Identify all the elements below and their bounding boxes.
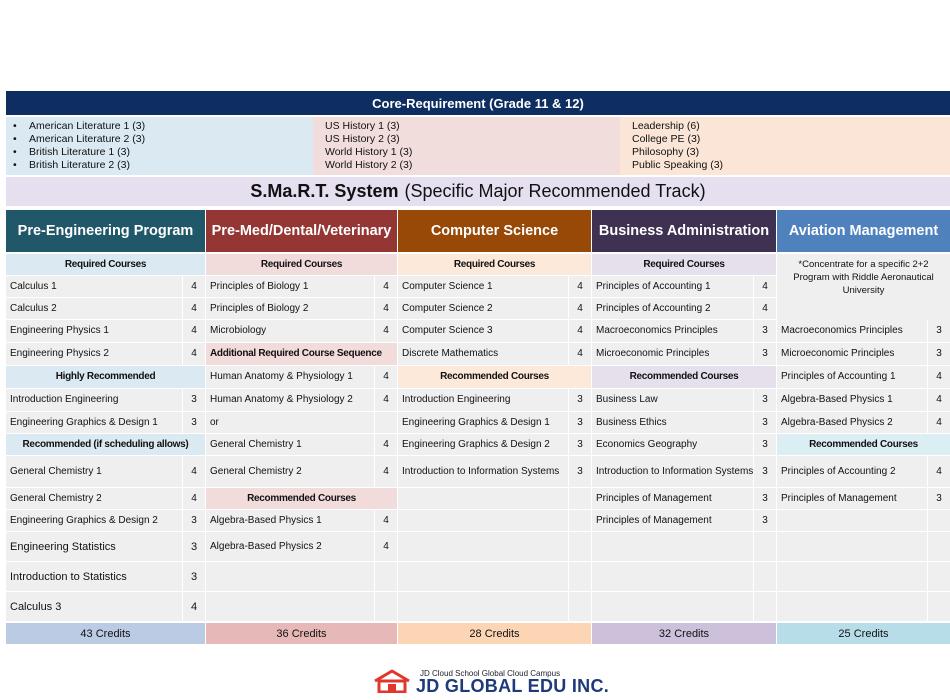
course-row — [592, 389, 776, 412]
course-credits: 3 — [762, 438, 768, 450]
course-credits: 3 — [577, 438, 583, 450]
section-subheader — [6, 366, 205, 389]
core-course-item: • American Literature 2 (3) — [12, 133, 307, 146]
course-name: Principles of Accounting 1 — [781, 371, 896, 382]
credit-divider — [374, 434, 375, 455]
course-row — [592, 320, 776, 343]
credit-divider — [927, 488, 928, 509]
course-credits: 4 — [577, 280, 583, 292]
course-name: Engineering Statistics — [10, 540, 116, 553]
course-name: General Chemistry 2 — [10, 492, 102, 504]
course-row — [6, 298, 205, 320]
course-credits: 4 — [191, 492, 197, 504]
course-row — [398, 298, 591, 320]
course-name: Engineering Graphics & Design 1 — [10, 416, 158, 428]
credit-divider — [374, 592, 375, 621]
core-course-item: • British Literature 1 (3) — [12, 146, 307, 159]
core-course-item: World History 2 (3) — [325, 159, 413, 171]
section-subheader-label: Recommended (if scheduling allows) — [22, 438, 189, 450]
course-credits: 3 — [936, 348, 942, 359]
course-row — [592, 532, 776, 562]
course-row — [6, 488, 205, 510]
program-column — [6, 210, 205, 644]
course-credits: 4 — [383, 280, 389, 292]
course-row — [592, 298, 776, 320]
course-credits: 4 — [383, 302, 389, 314]
course-row — [777, 412, 950, 434]
smart-system-banner — [6, 177, 950, 206]
course-row — [6, 343, 205, 366]
credit-divider — [182, 532, 183, 561]
course-row — [206, 276, 397, 298]
course-credits: 3 — [577, 394, 583, 405]
course-row — [592, 434, 776, 456]
credit-divider — [568, 343, 569, 365]
section-subheader-label: Required Courses — [453, 258, 536, 270]
course-credits: 4 — [383, 540, 389, 552]
credit-divider — [568, 456, 569, 487]
course-credits: 4 — [383, 514, 389, 526]
course-name: Economics Geography — [596, 438, 698, 450]
course-name: General Chemistry 2 — [210, 465, 302, 477]
course-name: Computer Science 1 — [402, 280, 493, 292]
credit-divider — [568, 320, 569, 342]
credit-divider — [753, 592, 754, 621]
credit-divider — [927, 366, 928, 388]
course-name: Introduction to Information Systems — [596, 465, 754, 477]
credit-divider — [568, 488, 569, 509]
course-name: Business Law — [596, 394, 658, 405]
core-column-history — [313, 117, 620, 175]
course-row — [592, 412, 776, 434]
section-subheader-label: Recommended Courses — [629, 371, 739, 382]
section-subheader — [398, 254, 591, 276]
course-row — [206, 389, 397, 412]
course-name: Principles of Accounting 2 — [596, 302, 711, 314]
section-subheader-label: Highly Recommended — [55, 371, 156, 382]
course-credits: 4 — [191, 302, 197, 314]
program-column — [777, 210, 950, 644]
company-logo — [372, 668, 612, 696]
course-row — [592, 592, 776, 622]
course-name: Introduction to Information Systems — [402, 465, 560, 477]
course-credits: 4 — [190, 600, 198, 613]
course-name: Microbiology — [210, 325, 267, 336]
course-credits: 4 — [577, 325, 583, 336]
course-row — [206, 434, 397, 456]
course-credits: 4 — [383, 438, 389, 450]
course-credits: 3 — [191, 514, 197, 526]
credit-divider — [753, 412, 754, 433]
core-course-item: US History 2 (3) — [325, 133, 400, 145]
section-subheader — [206, 343, 397, 366]
course-name: Calculus 3 — [10, 600, 62, 613]
course-row — [398, 276, 591, 298]
credit-divider — [182, 456, 183, 487]
course-name: Principles of Management — [781, 492, 897, 504]
total-credits: 25 Credits — [777, 623, 950, 644]
course-name: Engineering Graphics & Design 2 — [10, 514, 158, 526]
credit-divider — [927, 343, 928, 365]
course-row — [592, 343, 776, 366]
course-credits: 3 — [577, 465, 583, 477]
core-course-item: World History 1 (3) — [325, 146, 413, 158]
course-name: Calculus 2 — [10, 302, 57, 314]
logo-wordmark: JD GLOBAL EDU INC. — [416, 676, 610, 696]
credit-divider — [753, 510, 754, 531]
course-name: Principles of Management — [596, 492, 712, 504]
credit-divider — [374, 276, 375, 297]
course-name: Macroeconomics Principles — [781, 325, 903, 336]
course-name: Introduction Engineering — [10, 394, 119, 405]
credit-divider — [568, 532, 569, 561]
course-row — [592, 456, 776, 488]
course-credits: 4 — [191, 465, 197, 477]
course-credits: 3 — [190, 570, 198, 583]
section-subheader — [777, 434, 950, 456]
credit-divider — [753, 389, 754, 411]
course-row — [6, 412, 205, 434]
credit-divider — [182, 389, 183, 411]
course-name: General Chemistry 1 — [210, 438, 302, 450]
program-title: Pre-Med/Dental/Veterinary — [206, 210, 397, 252]
smart-system-subtitle: (Specific Major Recommended Track) — [404, 181, 706, 201]
course-credits: 4 — [936, 465, 942, 477]
program-title: Computer Science — [398, 210, 591, 252]
section-subheader — [592, 254, 776, 276]
total-credits: 32 Credits — [592, 623, 776, 644]
section-subheader — [206, 488, 397, 510]
course-row — [206, 412, 397, 434]
course-row — [206, 562, 397, 592]
credit-divider — [753, 562, 754, 591]
course-name: Principles of Biology 2 — [210, 302, 309, 314]
program-title: Aviation Management — [777, 210, 950, 252]
credit-divider — [568, 434, 569, 455]
course-name: Calculus 1 — [10, 280, 57, 292]
program-title: Pre-Engineering Program — [6, 210, 205, 252]
course-row — [777, 510, 950, 532]
credit-divider — [374, 366, 375, 388]
credit-divider — [182, 562, 183, 591]
course-credits: 3 — [936, 325, 942, 336]
credit-divider — [568, 510, 569, 531]
total-credits: 36 Credits — [206, 623, 397, 644]
course-credits: 3 — [762, 348, 768, 359]
building-logo-icon — [372, 669, 412, 693]
course-row — [398, 389, 591, 412]
section-subheader-label: Required Courses — [643, 258, 725, 270]
program-column — [398, 210, 591, 644]
course-row — [777, 488, 950, 510]
course-name: Introduction Engineering — [402, 394, 511, 405]
program-title: Business Administration — [592, 210, 776, 252]
course-row — [592, 562, 776, 592]
course-name: Engineering Physics 2 — [10, 348, 109, 359]
course-name: Discrete Mathematics — [402, 348, 499, 359]
course-row — [398, 488, 591, 510]
core-course-item: • American Literature 1 (3) — [12, 120, 307, 133]
course-credits: 4 — [191, 348, 197, 359]
credit-divider — [182, 488, 183, 509]
credit-divider — [927, 532, 928, 561]
course-credits: 4 — [577, 302, 583, 314]
section-subheader-label: Additional Required Course Sequence — [210, 348, 382, 359]
credit-divider — [568, 412, 569, 433]
core-course-item: • British Literature 2 (3) — [12, 159, 307, 172]
course-row — [398, 343, 591, 366]
core-course-item: College PE (3) — [632, 133, 701, 145]
course-credits: 4 — [383, 325, 389, 336]
section-subheader-label: Recommended Courses — [809, 438, 918, 450]
course-name: Principles of Management — [596, 514, 712, 526]
course-row — [398, 320, 591, 343]
credit-divider — [374, 320, 375, 342]
course-row — [206, 298, 397, 320]
course-row — [398, 510, 591, 532]
course-credits: 3 — [190, 540, 198, 553]
credit-divider — [927, 562, 928, 591]
course-row — [6, 510, 205, 532]
course-credits: 4 — [936, 416, 942, 428]
credit-divider — [753, 532, 754, 561]
program-note: *Concentrate for a specific 2+2 Program with Riddle Aeronautical University — [777, 254, 950, 320]
course-row — [398, 592, 591, 622]
course-credits: 3 — [762, 325, 768, 336]
course-row — [6, 456, 205, 488]
course-row — [206, 366, 397, 389]
course-row — [777, 366, 950, 389]
credit-divider — [927, 389, 928, 411]
course-name: or — [210, 416, 219, 428]
credit-divider — [753, 434, 754, 455]
course-name: Algebra-Based Physics 2 — [781, 416, 893, 428]
course-name: Human Anatomy & Physiology 1 — [210, 371, 353, 382]
course-name: Principles of Accounting 1 — [596, 280, 711, 292]
course-name: Microeconomic Principles — [596, 348, 710, 359]
course-credits: 3 — [577, 416, 583, 428]
credit-divider — [753, 320, 754, 342]
course-credits: 3 — [762, 465, 768, 477]
course-name: Introduction to Statistics — [10, 570, 127, 583]
course-credits: 4 — [191, 280, 197, 292]
credit-divider — [568, 592, 569, 621]
credit-divider — [374, 456, 375, 487]
course-name: Principles of Biology 1 — [210, 280, 309, 292]
credit-divider — [182, 412, 183, 433]
credit-divider — [182, 510, 183, 531]
credit-divider — [182, 298, 183, 319]
course-name: Macroeconomics Principles — [596, 325, 718, 336]
course-name: Computer Science 2 — [402, 302, 493, 314]
credit-divider — [182, 276, 183, 297]
course-row — [6, 532, 205, 562]
course-credits: 3 — [762, 416, 768, 428]
section-subheader — [206, 254, 397, 276]
credit-divider — [182, 343, 183, 365]
course-name: Algebra-Based Physics 1 — [210, 514, 322, 526]
section-subheader — [6, 254, 205, 276]
core-requirement-body — [6, 117, 950, 175]
section-subheader-label: Required Courses — [260, 258, 343, 270]
core-course-item: US History 1 (3) — [325, 120, 400, 132]
course-name: Computer Science 3 — [402, 325, 493, 336]
core-requirement-title: Core-Requirement (Grade 11 & 12) — [372, 95, 584, 111]
core-requirement-header — [6, 91, 950, 115]
total-credits: 43 Credits — [6, 623, 205, 644]
course-credits: 4 — [577, 348, 583, 359]
course-row — [398, 456, 591, 488]
program-column — [206, 210, 397, 644]
course-row — [6, 592, 205, 622]
credit-divider — [568, 389, 569, 411]
course-row — [777, 456, 950, 488]
course-name: Business Ethics — [596, 416, 667, 428]
course-name: Algebra-Based Physics 2 — [210, 540, 322, 552]
course-row — [398, 562, 591, 592]
credit-divider — [374, 412, 375, 433]
course-row — [592, 488, 776, 510]
course-name: Principles of Accounting 2 — [781, 465, 896, 477]
course-credits: 4 — [762, 280, 768, 292]
course-row — [6, 276, 205, 298]
course-credits: 4 — [762, 302, 768, 314]
course-credits: 4 — [191, 325, 197, 336]
course-row — [398, 434, 591, 456]
credit-divider — [753, 456, 754, 487]
credit-divider — [753, 276, 754, 297]
course-row — [592, 510, 776, 532]
credit-divider — [568, 562, 569, 591]
course-credits: 4 — [936, 394, 942, 405]
core-column-literature — [6, 117, 313, 175]
credit-divider — [927, 456, 928, 487]
course-row — [777, 389, 950, 412]
course-credits: 3 — [191, 416, 197, 428]
section-subheader — [6, 434, 205, 456]
course-row — [206, 320, 397, 343]
course-row — [206, 532, 397, 562]
program-column — [592, 210, 776, 644]
course-name: Engineering Physics 1 — [10, 325, 109, 336]
credit-divider — [927, 592, 928, 621]
course-row — [6, 320, 205, 343]
course-name: Algebra-Based Physics 1 — [781, 394, 893, 405]
course-credits: 4 — [936, 371, 942, 382]
course-credits: 4 — [383, 371, 389, 382]
credit-divider — [927, 412, 928, 433]
credit-divider — [753, 488, 754, 509]
credit-divider — [374, 532, 375, 561]
credit-divider — [374, 562, 375, 591]
credit-divider — [182, 320, 183, 342]
course-row — [398, 412, 591, 434]
credit-divider — [927, 510, 928, 531]
course-row — [777, 592, 950, 622]
core-course-item: Philosophy (3) — [632, 146, 700, 158]
course-name: General Chemistry 1 — [10, 465, 102, 477]
core-column-leadership — [620, 117, 950, 175]
course-row — [777, 562, 950, 592]
credit-divider — [753, 343, 754, 365]
course-credits: 3 — [762, 514, 768, 526]
section-subheader — [398, 366, 591, 389]
logo-tagline: JD Cloud School Global Cloud Campus — [420, 669, 561, 678]
smart-system-title: S.Ma.R.T. System — [250, 181, 399, 201]
course-row — [398, 532, 591, 562]
section-subheader-label: Required Courses — [64, 258, 147, 270]
course-row — [206, 456, 397, 488]
credit-divider — [753, 298, 754, 319]
credit-divider — [927, 320, 928, 342]
section-subheader — [592, 366, 776, 389]
course-row — [592, 276, 776, 298]
course-row — [6, 562, 205, 592]
course-credits: 4 — [383, 465, 389, 477]
course-row — [206, 510, 397, 532]
course-row — [777, 320, 950, 343]
credit-divider — [568, 298, 569, 319]
course-row — [777, 343, 950, 366]
course-row — [206, 592, 397, 622]
course-row — [6, 389, 205, 412]
course-row — [777, 532, 950, 562]
core-course-item: Public Speaking (3) — [632, 159, 724, 171]
course-credits: 3 — [936, 492, 942, 504]
course-credits: 4 — [383, 394, 389, 405]
course-name: Engineering Graphics & Design 1 — [402, 416, 550, 428]
course-name: Human Anatomy & Physiology 2 — [210, 394, 353, 405]
course-name: Microeconomic Principles — [781, 348, 895, 359]
course-name: Engineering Graphics & Design 2 — [402, 438, 550, 450]
total-credits: 28 Credits — [398, 623, 591, 644]
course-credits: 3 — [191, 394, 197, 405]
credit-divider — [374, 298, 375, 319]
credit-divider — [182, 592, 183, 621]
course-credits: 3 — [762, 492, 768, 504]
section-subheader-label: Recommended Courses — [440, 371, 549, 382]
section-subheader-label: Recommended Courses — [247, 492, 356, 504]
core-course-item: Leadership (6) — [632, 120, 700, 132]
credit-divider — [568, 276, 569, 297]
credit-divider — [374, 510, 375, 531]
credit-divider — [374, 389, 375, 411]
course-credits: 3 — [762, 394, 768, 405]
